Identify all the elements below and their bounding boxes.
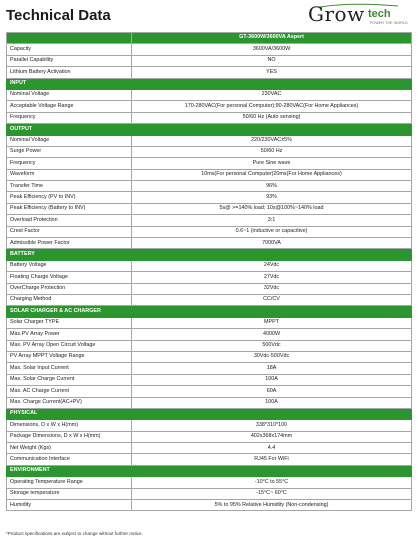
spec-label: Storage temperature (7, 488, 132, 499)
table-row (7, 431, 412, 442)
spec-value: 24Vdc (132, 260, 412, 271)
spec-label: Peak Efficiency (PV to INV) (7, 192, 132, 203)
header-cell-label (7, 33, 132, 44)
spec-value: 18A (132, 363, 412, 374)
table-row (7, 89, 412, 100)
spec-value: -15°C~ 60°C (132, 488, 412, 499)
table-row (7, 226, 412, 237)
section-title: INPUT (7, 78, 412, 89)
spec-label: Humidity (7, 500, 132, 511)
table-row (7, 317, 412, 328)
table-row (7, 44, 412, 55)
spec-value: 10ms(For personal Computer)20ms(For Home Appliances) (132, 169, 412, 180)
spec-value: 0.6~1 (inductive or capacitive) (132, 226, 412, 237)
spec-value: 5s@ >=140% load; 10s@100%~140% load (132, 203, 412, 214)
table-row (7, 101, 412, 112)
spec-value: 3:1 (132, 215, 412, 226)
table-row (7, 386, 412, 397)
spec-label: Crest Factor (7, 226, 132, 237)
spec-value: 32Vdc (132, 283, 412, 294)
spec-label: Solar Charger TYPE (7, 317, 132, 328)
spec-label: Max. AC Charge Current (7, 386, 132, 397)
spec-value: -10°C to 55°C (132, 477, 412, 488)
table-row (7, 488, 412, 499)
spec-value: 93% (132, 192, 412, 203)
table-row (7, 351, 412, 362)
spec-value: 170-280VAC(For personal Computer);90-280VAC(For Home Appliances) (132, 101, 412, 112)
table-row (7, 260, 412, 271)
spec-value: 50/60 Hz (132, 146, 412, 157)
spec-label: Max. PV Array Open Circuit Voltage (7, 340, 132, 351)
table-row (7, 397, 412, 408)
table-row (7, 454, 412, 465)
spec-label: Frequency (7, 112, 132, 123)
spec-label: Lithium Battery Activation (7, 67, 132, 78)
spec-label: OverCharge Protection (7, 283, 132, 294)
logo-main-text: Grow (308, 2, 365, 26)
table-row (7, 146, 412, 157)
table-row (7, 272, 412, 283)
spec-label: Acceptable Voltage Range (7, 101, 132, 112)
spec-label: Max. Charge Current(AC+PV) (7, 397, 132, 408)
spec-label: Transfer Time (7, 181, 132, 192)
logo-suffix-text: tech (368, 8, 391, 20)
spec-label: Package Dimensions, D x W x H(mm) (7, 431, 132, 442)
spec-value: 402x368x174mm (132, 431, 412, 442)
spec-value: 4.4 (132, 443, 412, 454)
section-header-row (7, 78, 412, 89)
spec-value: NO (132, 55, 412, 66)
spec-value: Pure Sine wave (132, 158, 412, 169)
spec-label: Nominal Voltage (7, 135, 132, 146)
table-header-row (7, 33, 412, 44)
logo-tagline: POWER THE WORLD (369, 21, 408, 25)
spec-label: Parallel Capability (7, 55, 132, 66)
spec-label: Peak Efficiency (Battery to INV) (7, 203, 132, 214)
spec-label: Charging Method (7, 294, 132, 305)
spec-value: 3600VA/3600W (132, 44, 412, 55)
spec-value: 230VAC (132, 89, 412, 100)
spec-label: Surge Power (7, 146, 132, 157)
spec-label: Max.PV Array Power (7, 329, 132, 340)
spec-label: Capacity (7, 44, 132, 55)
spec-value: RJ45 For WiFi (132, 454, 412, 465)
table-row (7, 329, 412, 340)
table-row (7, 283, 412, 294)
footnote: *Product specifications are subject to change without further notice. (6, 531, 143, 536)
table-row (7, 374, 412, 385)
table-row (7, 215, 412, 226)
spec-value: 100A (132, 374, 412, 385)
section-header-row (7, 249, 412, 260)
spec-label: Floating Charge Voltage (7, 272, 132, 283)
section-header-row (7, 465, 412, 476)
spec-label: Max. Solar Input Current (7, 363, 132, 374)
table-row (7, 443, 412, 454)
spec-value: 500Vdc (132, 340, 412, 351)
table-row (7, 158, 412, 169)
section-header-row (7, 124, 412, 135)
spec-label: Admissible Power Factor (7, 238, 132, 249)
spec-label: Communication Interface (7, 454, 132, 465)
table-row (7, 340, 412, 351)
spec-value: 338*310*100 (132, 420, 412, 431)
section-header-row (7, 306, 412, 317)
page-title: Technical Data (6, 7, 111, 24)
table-row (7, 203, 412, 214)
spec-label: Battery Voltage (7, 260, 132, 271)
section-title: PHYSICAL (7, 408, 412, 419)
spec-label: Operating Temperature Range (7, 477, 132, 488)
spec-value: 30Vdc-500Vdc (132, 351, 412, 362)
spec-label: PV Array MPPT Voltage Range (7, 351, 132, 362)
spec-value: 60A (132, 386, 412, 397)
table-row (7, 55, 412, 66)
section-title: ENVIRONMENT (7, 465, 412, 476)
spec-label: Waveform (7, 169, 132, 180)
section-title: OUTPUT (7, 124, 412, 135)
spec-value: MPPT (132, 317, 412, 328)
table-row (7, 500, 412, 511)
spec-label: Max. Solar Charge Current (7, 374, 132, 385)
growtech-logo (308, 2, 408, 26)
spec-value: 5% to 95% Relative Humidity (Non-condensing) (132, 500, 412, 511)
spec-value: CC/CV (132, 294, 412, 305)
spec-label: Nominal Voltage (7, 89, 132, 100)
logo-swoosh-icon (310, 3, 410, 9)
table-row (7, 238, 412, 249)
spec-label: Net Weight (Kgs) (7, 443, 132, 454)
table-row (7, 67, 412, 78)
table-row (7, 192, 412, 203)
table-row (7, 363, 412, 374)
table-row (7, 169, 412, 180)
table-row (7, 135, 412, 146)
spec-value: 7000VA (132, 238, 412, 249)
spec-label: Frequency (7, 158, 132, 169)
table-row (7, 477, 412, 488)
spec-value: 4000W (132, 329, 412, 340)
table-row (7, 112, 412, 123)
spec-label: Overload Protection (7, 215, 132, 226)
spec-value: YES (132, 67, 412, 78)
spec-value: 50/60 Hz (Auto sensing) (132, 112, 412, 123)
header (0, 0, 418, 28)
spec-value: 27Vdc (132, 272, 412, 283)
spec-value: 100A (132, 397, 412, 408)
spec-value: 96% (132, 181, 412, 192)
section-header-row (7, 408, 412, 419)
spec-value: 220/230VAC±5% (132, 135, 412, 146)
table-row (7, 181, 412, 192)
header-cell-model: GT-3600W/3600VA Aspert (132, 33, 412, 44)
section-title: BATTERY (7, 249, 412, 260)
spec-table (6, 32, 412, 511)
section-title: SOLAR CHARGER & AC CHARGER (7, 306, 412, 317)
spec-label: Dimensions, D x W x H(mm) (7, 420, 132, 431)
table-row (7, 294, 412, 305)
table-row (7, 420, 412, 431)
